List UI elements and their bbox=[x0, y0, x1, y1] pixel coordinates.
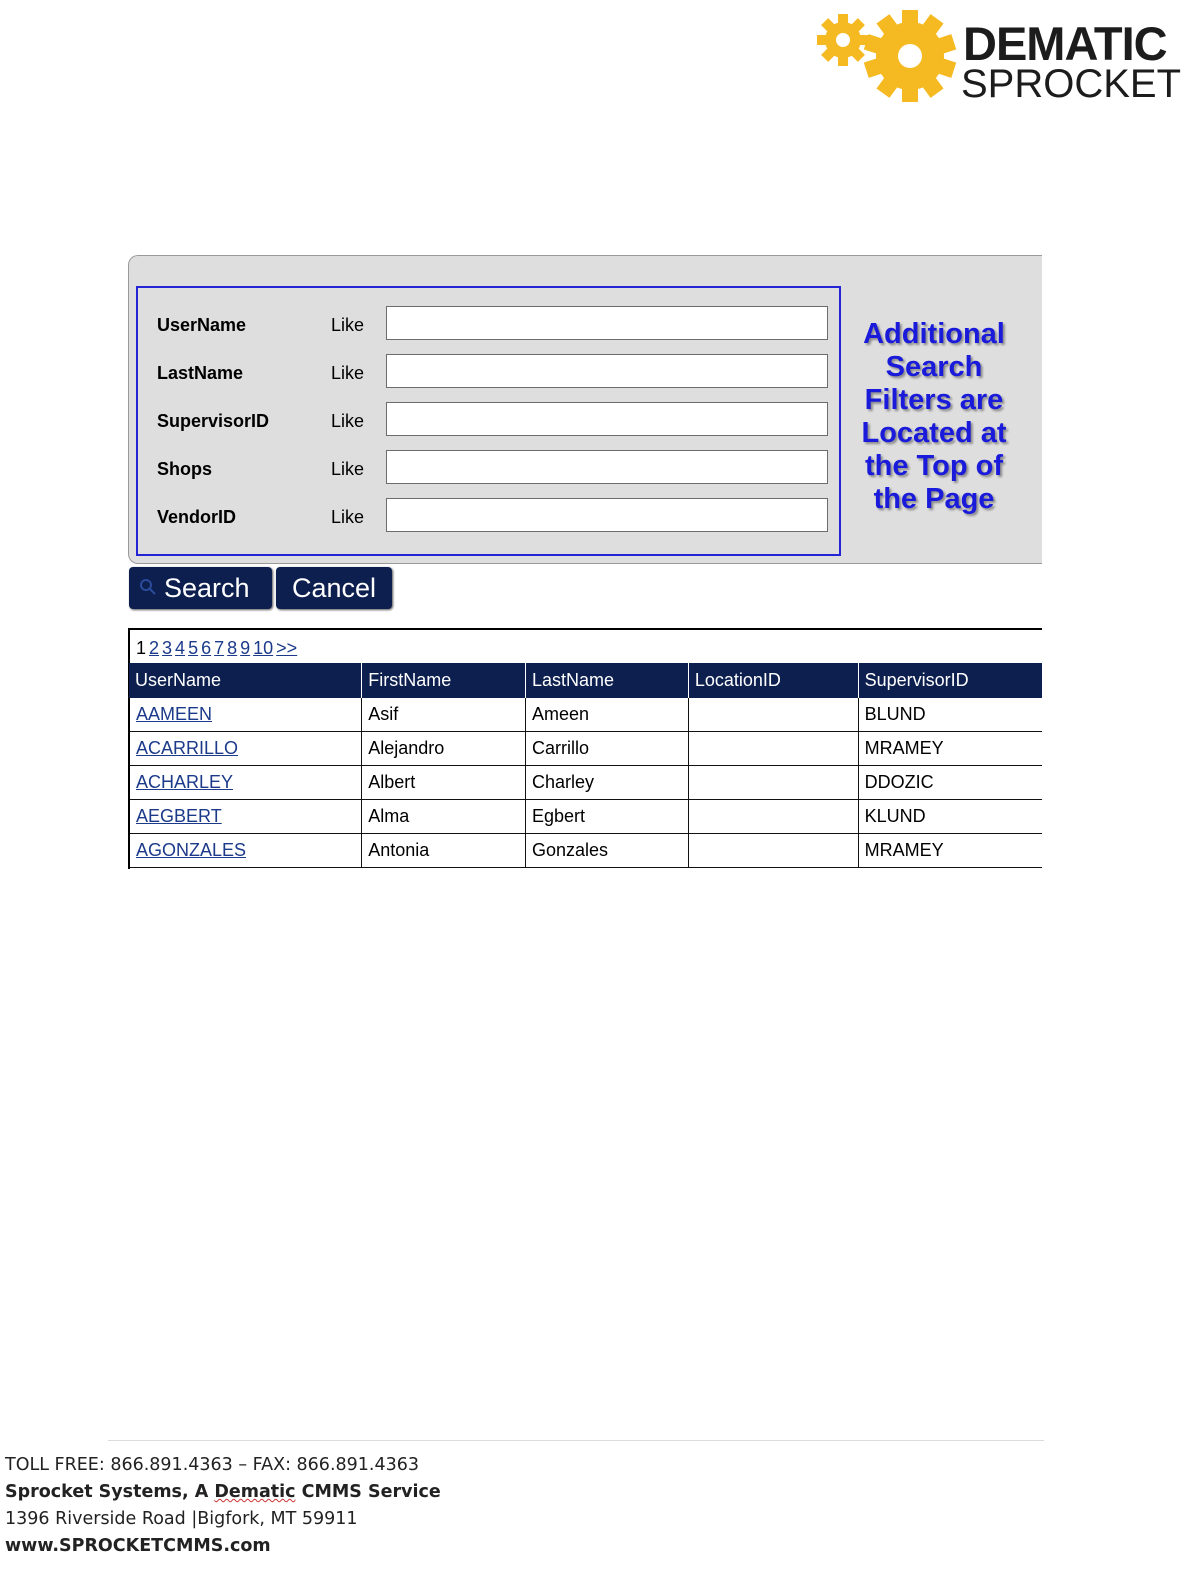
filter-operator: Like bbox=[331, 411, 365, 431]
username-link[interactable]: ACHARLEY bbox=[136, 772, 234, 792]
filter-label: Shops bbox=[157, 459, 213, 479]
footer-company-brand: Dematic bbox=[214, 1482, 296, 1502]
cancel-button-label: Cancel bbox=[291, 573, 377, 603]
cell-username bbox=[129, 766, 362, 800]
page-link[interactable]: 7 bbox=[214, 638, 225, 658]
gear-icon bbox=[815, 8, 965, 104]
filter-row-username bbox=[138, 306, 838, 342]
filter-operator: Like bbox=[331, 507, 365, 527]
cell-lastname: Carrillo bbox=[526, 732, 689, 766]
next-pages-link[interactable]: >> bbox=[276, 638, 298, 658]
cell-firstname: Asif bbox=[362, 698, 526, 732]
footer-divider bbox=[108, 1440, 1044, 1441]
pagination bbox=[136, 638, 300, 659]
supervisorid-filter-input[interactable] bbox=[386, 402, 828, 436]
footer-company-suffix: CMMS Service bbox=[295, 1482, 441, 1502]
cell-lastname: Gonzales bbox=[526, 834, 689, 868]
filter-label: UserName bbox=[157, 315, 247, 335]
search-button-label: Search bbox=[164, 573, 250, 603]
table-row bbox=[129, 732, 1042, 766]
table-row bbox=[129, 766, 1042, 800]
cell-supervisorid: BLUND bbox=[858, 698, 1042, 732]
cell-firstname: Alejandro bbox=[362, 732, 526, 766]
filter-operator: Like bbox=[331, 459, 365, 479]
page-link[interactable]: 2 bbox=[149, 638, 160, 658]
column-header-username[interactable]: UserName bbox=[129, 663, 362, 698]
cell-locationid bbox=[688, 732, 858, 766]
cell-locationid bbox=[688, 800, 858, 834]
username-link[interactable]: ACARRILLO bbox=[136, 738, 239, 758]
table-row bbox=[129, 800, 1042, 834]
cancel-button[interactable] bbox=[276, 567, 392, 609]
cell-firstname: Antonia bbox=[362, 834, 526, 868]
page-link[interactable]: 4 bbox=[175, 638, 186, 658]
cell-username bbox=[129, 800, 362, 834]
logo-word-dematic: DEMATIC bbox=[963, 17, 1167, 70]
cell-firstname: Albert bbox=[362, 766, 526, 800]
cell-lastname: Egbert bbox=[526, 800, 689, 834]
cell-supervisorid: DDOZIC bbox=[858, 766, 1042, 800]
footer-company-prefix: Sprocket Systems, A bbox=[5, 1482, 215, 1502]
column-header-lastname[interactable]: LastName bbox=[526, 663, 689, 698]
cell-username bbox=[129, 834, 362, 868]
footer-address: 1396 Riverside Road |Bigfork, MT 59911 bbox=[5, 1509, 358, 1529]
cell-firstname: Alma bbox=[362, 800, 526, 834]
username-link[interactable]: AGONZALES bbox=[136, 840, 247, 860]
filter-label: VendorID bbox=[157, 507, 237, 527]
search-button[interactable] bbox=[129, 567, 272, 609]
username-filter-input[interactable] bbox=[386, 306, 828, 340]
footer-website: www.SPROCKETCMMS.com bbox=[5, 1536, 271, 1556]
table-header-row bbox=[129, 663, 1042, 698]
table-row bbox=[129, 834, 1042, 868]
logo-word-sprocket: SPROCKET bbox=[961, 62, 1182, 106]
users-table bbox=[128, 663, 1042, 868]
username-link[interactable]: AEGBERT bbox=[136, 806, 222, 826]
page-footer bbox=[5, 1452, 441, 1560]
cell-supervisorid: MRAMEY bbox=[858, 834, 1042, 868]
column-header-firstname[interactable]: FirstName bbox=[362, 663, 526, 698]
page-link[interactable]: 8 bbox=[227, 638, 238, 658]
cell-locationid bbox=[688, 766, 858, 800]
filter-row-vendorid bbox=[138, 498, 838, 534]
cell-supervisorid: MRAMEY bbox=[858, 732, 1042, 766]
page-link[interactable]: 3 bbox=[162, 638, 173, 658]
cell-lastname: Charley bbox=[526, 766, 689, 800]
filter-row-lastname bbox=[138, 354, 838, 390]
filter-box bbox=[136, 286, 841, 556]
results-grid bbox=[128, 628, 1042, 869]
cell-lastname: Ameen bbox=[526, 698, 689, 732]
lastname-filter-input[interactable] bbox=[386, 354, 828, 388]
cell-username bbox=[129, 698, 362, 732]
page-link[interactable]: 9 bbox=[240, 638, 251, 658]
filter-label: SupervisorID bbox=[157, 411, 270, 431]
column-header-locationid[interactable]: LocationID bbox=[688, 663, 858, 698]
current-page: 1 bbox=[136, 638, 147, 658]
filter-row-shops bbox=[138, 450, 838, 486]
cell-supervisorid: KLUND bbox=[858, 800, 1042, 834]
page-link[interactable]: 5 bbox=[188, 638, 199, 658]
page-link[interactable]: 6 bbox=[201, 638, 212, 658]
filter-label: LastName bbox=[157, 363, 244, 383]
filter-row-supervisorid bbox=[138, 402, 838, 438]
footer-company bbox=[5, 1479, 441, 1506]
filter-operator: Like bbox=[331, 315, 365, 335]
footer-phone: TOLL FREE: 866.891.4363 – FAX: 866.891.4363 bbox=[5, 1455, 420, 1475]
annotation-note: Additional Search Filters are Located at the Top of the Page bbox=[861, 318, 1007, 515]
username-link[interactable]: AAMEEN bbox=[136, 704, 213, 724]
dematic-sprocket-logo bbox=[815, 8, 1180, 104]
table-row bbox=[129, 698, 1042, 732]
search-filter-panel bbox=[128, 255, 1042, 564]
vendorid-filter-input[interactable] bbox=[386, 498, 828, 532]
search-icon bbox=[139, 578, 157, 596]
filter-operator: Like bbox=[331, 363, 365, 383]
cell-username bbox=[129, 732, 362, 766]
cell-locationid bbox=[688, 834, 858, 868]
cell-locationid bbox=[688, 698, 858, 732]
page-link[interactable]: 10 bbox=[253, 638, 274, 658]
column-header-supervisorid[interactable]: SupervisorID bbox=[858, 663, 1042, 698]
shops-filter-input[interactable] bbox=[386, 450, 828, 484]
